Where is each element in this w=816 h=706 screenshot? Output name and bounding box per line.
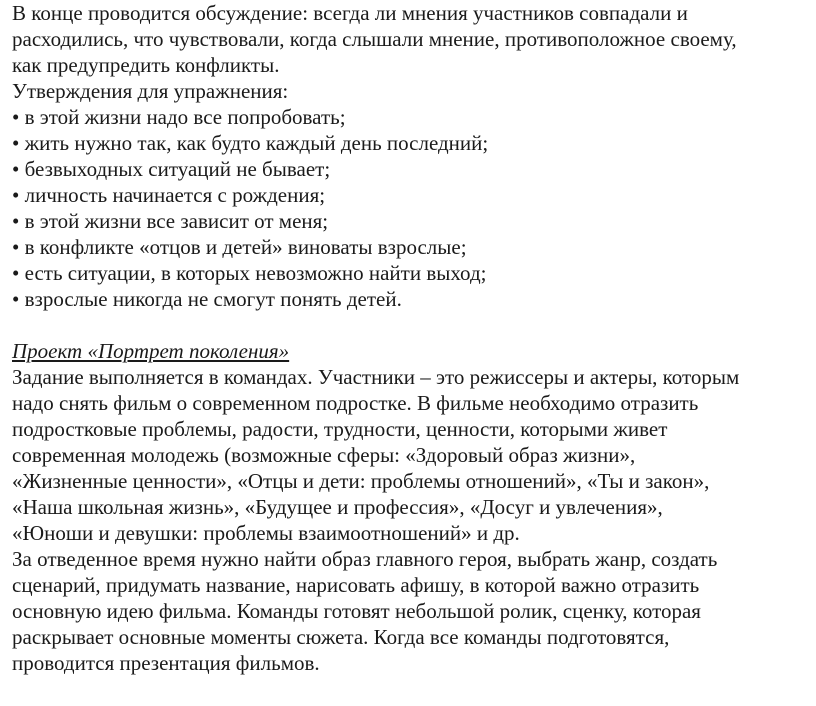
statements-section bbox=[12, 78, 812, 312]
text-line: «Жизненные ценности», «Отцы и дети: проблемы отношений», «Ты и закон», bbox=[12, 469, 710, 493]
statement-item: • в этой жизни все зависит от меня; bbox=[12, 209, 329, 233]
blank-line bbox=[12, 312, 812, 338]
document-page bbox=[12, 0, 812, 676]
text-line: За отведенное время нужно найти образ главного героя, выбрать жанр, создать bbox=[12, 547, 718, 571]
text-line: основную идею фильма. Команды готовят небольшой ролик, сценку, которая bbox=[12, 599, 701, 623]
statement-item: • жить нужно так, как будто каждый день последний; bbox=[12, 131, 489, 155]
project-section bbox=[12, 338, 812, 676]
statement-item: • взрослые никогда не смогут понять детей. bbox=[12, 287, 402, 311]
text-line: расходились, что чувствовали, когда слышали мнение, противоположное своему, bbox=[12, 27, 737, 51]
text-line: современная молодежь (возможные сферы: «Здоровый образ жизни», bbox=[12, 443, 636, 467]
text-line: как предупредить конфликты. bbox=[12, 53, 280, 77]
text-line: В конце проводится обсуждение: всегда ли мнения участников совпадали и bbox=[12, 1, 688, 25]
text-line: подростковые проблемы, радости, трудности, ценности, которыми живет bbox=[12, 417, 668, 441]
text-line: сценарий, придумать название, нарисовать афишу, в которой важно отразить bbox=[12, 573, 700, 597]
text-line: «Юноши и девушки: проблемы взаимоотношений» и др. bbox=[12, 521, 520, 545]
text-line: проводится презентация фильмов. bbox=[12, 651, 320, 675]
statements-title: Утверждения для упражнения: bbox=[12, 79, 289, 103]
project-paragraph-2 bbox=[12, 546, 812, 676]
text-line: «Наша школьная жизнь», «Будущее и профессия», «Досуг и увлечения», bbox=[12, 495, 663, 519]
intro-paragraph bbox=[12, 0, 812, 78]
statement-item: • безвыходных ситуаций не бывает; bbox=[12, 157, 331, 181]
statement-item: • в этой жизни надо все попробовать; bbox=[12, 105, 346, 129]
text-line: раскрывает основные моменты сюжета. Когда все команды подготовятся, bbox=[12, 625, 670, 649]
text-line: Задание выполняется в командах. Участники – это режиссеры и актеры, которым bbox=[12, 365, 740, 389]
statement-item: • есть ситуации, в которых невозможно найти выход; bbox=[12, 261, 487, 285]
project-heading: Проект «Портрет поколения» bbox=[12, 339, 290, 363]
statement-item: • личность начинается с рождения; bbox=[12, 183, 326, 207]
project-paragraph-1 bbox=[12, 364, 812, 546]
statement-item: • в конфликте «отцов и детей» виноваты взрослые; bbox=[12, 235, 467, 259]
text-line: надо снять фильм о современном подростке. В фильме необходимо отразить bbox=[12, 391, 699, 415]
